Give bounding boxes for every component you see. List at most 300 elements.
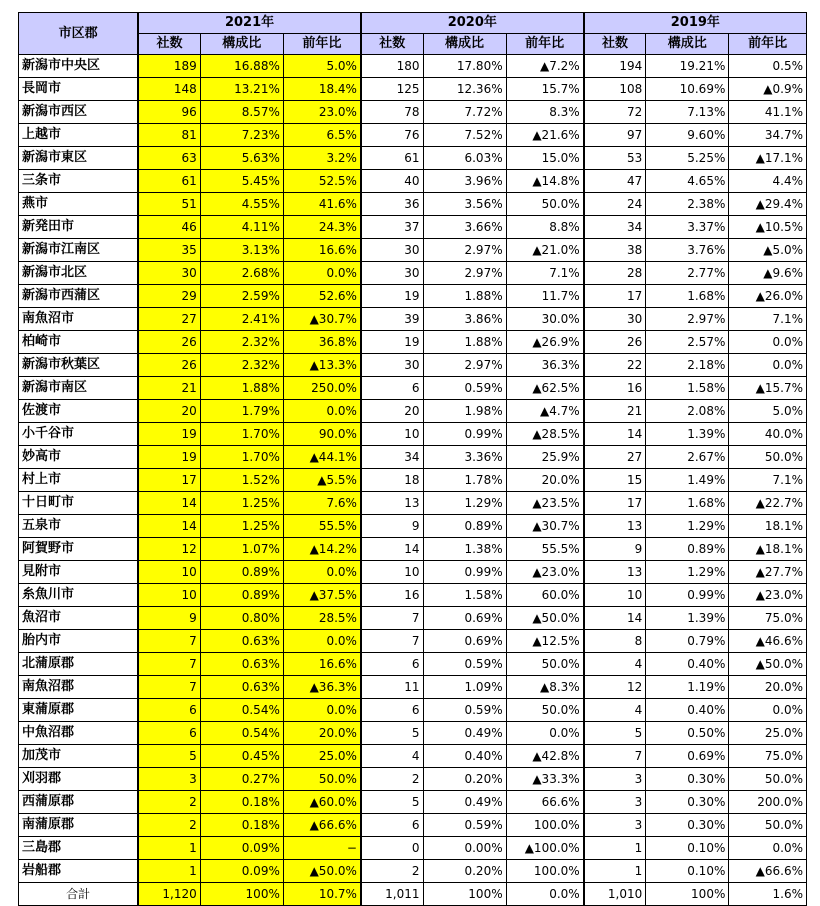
- yoy-2020-cell: ▲42.8%: [506, 745, 584, 768]
- table-row: [19, 147, 807, 170]
- count-2019-cell: 8: [584, 630, 646, 653]
- yoy-2019-cell: ▲5.0%: [729, 239, 807, 262]
- yoy-2020-cell: ▲7.2%: [506, 55, 584, 78]
- yoy-2020-cell: 20.0%: [506, 469, 584, 492]
- yoy-header: 前年比: [283, 34, 361, 55]
- count-2019-cell: 1: [584, 860, 646, 883]
- share-2021-cell: 1.25%: [200, 492, 283, 515]
- yoy-2020-cell: 66.6%: [506, 791, 584, 814]
- yoy-2020-cell: 50.0%: [506, 699, 584, 722]
- yoy-2019-cell: ▲23.0%: [729, 584, 807, 607]
- yoy-2019-cell: ▲66.6%: [729, 860, 807, 883]
- share-header: 構成比: [423, 34, 506, 55]
- yoy-2021-cell: 52.6%: [283, 285, 361, 308]
- yoy-2020-cell: 11.7%: [506, 285, 584, 308]
- table-body: [19, 55, 807, 906]
- share-2021-cell: 0.54%: [200, 722, 283, 745]
- yoy-2020-cell: ▲23.5%: [506, 492, 584, 515]
- share-2021-cell: 0.18%: [200, 791, 283, 814]
- share-2019-cell: 0.50%: [646, 722, 729, 745]
- share-2021-cell: 0.18%: [200, 814, 283, 837]
- count-2020-cell: 6: [361, 814, 423, 837]
- count-2021-cell: 27: [138, 308, 200, 331]
- region-name-cell: 妙高市: [19, 446, 139, 469]
- region-name-cell: 西蒲原郡: [19, 791, 139, 814]
- share-2020-cell: 0.89%: [423, 515, 506, 538]
- yoy-2021-cell: ▲14.2%: [283, 538, 361, 561]
- share-2019-cell: 0.89%: [646, 538, 729, 561]
- count-2021-cell: 26: [138, 331, 200, 354]
- table-row: [19, 469, 807, 492]
- yoy-2019-cell: 25.0%: [729, 722, 807, 745]
- region-name-cell: 燕市: [19, 193, 139, 216]
- yoy-2020-cell: ▲14.8%: [506, 170, 584, 193]
- table-row: [19, 814, 807, 837]
- share-2020-cell: 0.20%: [423, 860, 506, 883]
- yoy-2020-cell: ▲21.0%: [506, 239, 584, 262]
- yoy-2019-cell: ▲17.1%: [729, 147, 807, 170]
- region-name-cell: 刈羽郡: [19, 768, 139, 791]
- share-2019-cell: 10.69%: [646, 78, 729, 101]
- table-row: [19, 722, 807, 745]
- yoy-2020-cell: 8.3%: [506, 101, 584, 124]
- table-row: [19, 216, 807, 239]
- count-2019-cell: 21: [584, 400, 646, 423]
- yoy-2021-cell: −: [283, 837, 361, 860]
- yoy-2021-cell: ▲66.6%: [283, 814, 361, 837]
- share-2020-cell: 12.36%: [423, 78, 506, 101]
- yoy-2019-cell: 0.0%: [729, 331, 807, 354]
- count-2020-cell: 5: [361, 791, 423, 814]
- count-2021-cell: 10: [138, 561, 200, 584]
- yoy-2019-cell: ▲29.4%: [729, 193, 807, 216]
- share-2020-cell: 0.59%: [423, 699, 506, 722]
- yoy-2020-cell: 50.0%: [506, 653, 584, 676]
- table-row: [19, 607, 807, 630]
- yoy-2019-cell: 75.0%: [729, 607, 807, 630]
- count-2020-cell: 36: [361, 193, 423, 216]
- count-2019-cell: 3: [584, 768, 646, 791]
- share-2019-cell: 2.97%: [646, 308, 729, 331]
- share-2019-cell: 2.77%: [646, 262, 729, 285]
- share-2019-cell: 1.29%: [646, 515, 729, 538]
- count-2020-cell: 10: [361, 561, 423, 584]
- count-2021-cell: 2: [138, 791, 200, 814]
- count-2020-cell: 30: [361, 262, 423, 285]
- count-2020-cell: 7: [361, 630, 423, 653]
- count-2019-cell: 9: [584, 538, 646, 561]
- share-2019-cell: 0.10%: [646, 837, 729, 860]
- count-2020-cell: 61: [361, 147, 423, 170]
- count-2021-cell: 1,120: [138, 883, 200, 906]
- yoy-2020-cell: ▲26.9%: [506, 331, 584, 354]
- yoy-2019-cell: ▲50.0%: [729, 653, 807, 676]
- count-header: 社数: [584, 34, 646, 55]
- share-2021-cell: 2.32%: [200, 354, 283, 377]
- yoy-2021-cell: 24.3%: [283, 216, 361, 239]
- yoy-2020-cell: 55.5%: [506, 538, 584, 561]
- share-2019-cell: 2.18%: [646, 354, 729, 377]
- share-2021-cell: 1.88%: [200, 377, 283, 400]
- yoy-2020-cell: 60.0%: [506, 584, 584, 607]
- yoy-2021-cell: ▲36.3%: [283, 676, 361, 699]
- region-name-cell: 十日町市: [19, 492, 139, 515]
- share-2019-cell: 0.40%: [646, 699, 729, 722]
- count-2021-cell: 2: [138, 814, 200, 837]
- share-2019-cell: 0.69%: [646, 745, 729, 768]
- count-2020-cell: 19: [361, 331, 423, 354]
- yoy-2019-cell: ▲0.9%: [729, 78, 807, 101]
- yoy-2020-cell: ▲30.7%: [506, 515, 584, 538]
- share-2020-cell: 0.69%: [423, 630, 506, 653]
- table-row: [19, 377, 807, 400]
- count-2021-cell: 29: [138, 285, 200, 308]
- table-row: [19, 262, 807, 285]
- share-2020-cell: 0.99%: [423, 423, 506, 446]
- count-2021-cell: 19: [138, 446, 200, 469]
- yoy-2021-cell: 18.4%: [283, 78, 361, 101]
- share-2020-cell: 0.49%: [423, 791, 506, 814]
- year-header-2020: 2020年: [361, 13, 584, 34]
- count-header: 社数: [361, 34, 423, 55]
- share-2020-cell: 1.38%: [423, 538, 506, 561]
- share-2021-cell: 0.63%: [200, 676, 283, 699]
- company-count-table: [18, 12, 807, 906]
- count-2020-cell: 34: [361, 446, 423, 469]
- count-2020-cell: 18: [361, 469, 423, 492]
- table-row: [19, 285, 807, 308]
- count-2021-cell: 9: [138, 607, 200, 630]
- yoy-2021-cell: ▲13.3%: [283, 354, 361, 377]
- share-2020-cell: 3.96%: [423, 170, 506, 193]
- share-2020-cell: 3.36%: [423, 446, 506, 469]
- share-2020-cell: 6.03%: [423, 147, 506, 170]
- yoy-2021-cell: 6.5%: [283, 124, 361, 147]
- count-2021-cell: 189: [138, 55, 200, 78]
- count-2020-cell: 2: [361, 768, 423, 791]
- region-name-cell: 北蒲原郡: [19, 653, 139, 676]
- yoy-2019-cell: 4.4%: [729, 170, 807, 193]
- region-name-cell: 南魚沼郡: [19, 676, 139, 699]
- count-2020-cell: 30: [361, 239, 423, 262]
- yoy-2019-cell: 5.0%: [729, 400, 807, 423]
- region-name-cell: 上越市: [19, 124, 139, 147]
- table-row: [19, 768, 807, 791]
- region-name-cell: 見附市: [19, 561, 139, 584]
- region-name-cell: 新潟市秋葉区: [19, 354, 139, 377]
- table-row: [19, 55, 807, 78]
- share-2021-cell: 1.79%: [200, 400, 283, 423]
- region-name-cell: 三条市: [19, 170, 139, 193]
- region-name-cell: 東蒲原郡: [19, 699, 139, 722]
- count-2021-cell: 63: [138, 147, 200, 170]
- yoy-2021-cell: 250.0%: [283, 377, 361, 400]
- count-2020-cell: 125: [361, 78, 423, 101]
- share-2021-cell: 2.59%: [200, 285, 283, 308]
- yoy-2019-cell: 50.0%: [729, 768, 807, 791]
- count-2019-cell: 97: [584, 124, 646, 147]
- count-2020-cell: 11: [361, 676, 423, 699]
- yoy-header: 前年比: [506, 34, 584, 55]
- count-2021-cell: 14: [138, 492, 200, 515]
- yoy-2020-cell: 25.9%: [506, 446, 584, 469]
- count-2020-cell: 2: [361, 860, 423, 883]
- yoy-2021-cell: 55.5%: [283, 515, 361, 538]
- year-header-2019: 2019年: [584, 13, 807, 34]
- count-2019-cell: 13: [584, 561, 646, 584]
- count-2020-cell: 16: [361, 584, 423, 607]
- count-2019-cell: 5: [584, 722, 646, 745]
- share-2020-cell: 7.52%: [423, 124, 506, 147]
- region-header: 市区郡: [19, 13, 139, 55]
- yoy-2019-cell: 0.0%: [729, 354, 807, 377]
- share-2020-cell: 0.59%: [423, 653, 506, 676]
- yoy-2021-cell: 41.6%: [283, 193, 361, 216]
- year-header-2021: 2021年: [138, 13, 361, 34]
- share-2020-cell: 1.78%: [423, 469, 506, 492]
- count-2021-cell: 20: [138, 400, 200, 423]
- share-2019-cell: 1.29%: [646, 561, 729, 584]
- count-2020-cell: 78: [361, 101, 423, 124]
- count-2020-cell: 6: [361, 377, 423, 400]
- count-2021-cell: 35: [138, 239, 200, 262]
- count-2019-cell: 14: [584, 423, 646, 446]
- count-2019-cell: 72: [584, 101, 646, 124]
- region-name-cell: 岩船郡: [19, 860, 139, 883]
- region-name-cell: 中魚沼郡: [19, 722, 139, 745]
- count-2020-cell: 180: [361, 55, 423, 78]
- table-row: [19, 561, 807, 584]
- table-row: [19, 78, 807, 101]
- yoy-2020-cell: 100.0%: [506, 860, 584, 883]
- share-2020-cell: 1.88%: [423, 331, 506, 354]
- table-row: [19, 653, 807, 676]
- share-2021-cell: 5.45%: [200, 170, 283, 193]
- share-2020-cell: 0.99%: [423, 561, 506, 584]
- region-name-cell: 佐渡市: [19, 400, 139, 423]
- region-name-cell: 長岡市: [19, 78, 139, 101]
- count-2021-cell: 51: [138, 193, 200, 216]
- count-2021-cell: 6: [138, 722, 200, 745]
- yoy-2020-cell: ▲33.3%: [506, 768, 584, 791]
- table-row: [19, 331, 807, 354]
- region-name-cell: 胎内市: [19, 630, 139, 653]
- count-2019-cell: 15: [584, 469, 646, 492]
- count-2019-cell: 30: [584, 308, 646, 331]
- yoy-2019-cell: 34.7%: [729, 124, 807, 147]
- share-2019-cell: 7.13%: [646, 101, 729, 124]
- share-2020-cell: 100%: [423, 883, 506, 906]
- count-2019-cell: 34: [584, 216, 646, 239]
- share-2020-cell: 2.97%: [423, 239, 506, 262]
- yoy-2019-cell: 200.0%: [729, 791, 807, 814]
- yoy-2021-cell: ▲44.1%: [283, 446, 361, 469]
- share-2021-cell: 8.57%: [200, 101, 283, 124]
- share-2020-cell: 1.29%: [423, 492, 506, 515]
- count-2021-cell: 46: [138, 216, 200, 239]
- region-name-cell: 新発田市: [19, 216, 139, 239]
- yoy-2020-cell: 0.0%: [506, 722, 584, 745]
- share-2019-cell: 3.76%: [646, 239, 729, 262]
- count-2021-cell: 21: [138, 377, 200, 400]
- count-2021-cell: 6: [138, 699, 200, 722]
- count-2019-cell: 14: [584, 607, 646, 630]
- share-2021-cell: 1.25%: [200, 515, 283, 538]
- count-2019-cell: 1,010: [584, 883, 646, 906]
- yoy-2021-cell: 90.0%: [283, 423, 361, 446]
- count-2021-cell: 1: [138, 837, 200, 860]
- yoy-2020-cell: 100.0%: [506, 814, 584, 837]
- count-2021-cell: 96: [138, 101, 200, 124]
- yoy-2021-cell: ▲30.7%: [283, 308, 361, 331]
- share-2021-cell: 2.68%: [200, 262, 283, 285]
- yoy-2020-cell: ▲28.5%: [506, 423, 584, 446]
- share-2020-cell: 3.56%: [423, 193, 506, 216]
- table-row: [19, 538, 807, 561]
- share-2021-cell: 0.63%: [200, 653, 283, 676]
- count-2020-cell: 39: [361, 308, 423, 331]
- share-2021-cell: 5.63%: [200, 147, 283, 170]
- yoy-2019-cell: 7.1%: [729, 308, 807, 331]
- yoy-2020-cell: 36.3%: [506, 354, 584, 377]
- share-2020-cell: 0.20%: [423, 768, 506, 791]
- count-2019-cell: 3: [584, 791, 646, 814]
- count-2019-cell: 1: [584, 837, 646, 860]
- share-2021-cell: 13.21%: [200, 78, 283, 101]
- count-2019-cell: 4: [584, 699, 646, 722]
- yoy-2021-cell: ▲50.0%: [283, 860, 361, 883]
- count-2019-cell: 53: [584, 147, 646, 170]
- share-2019-cell: 1.49%: [646, 469, 729, 492]
- yoy-2020-cell: ▲23.0%: [506, 561, 584, 584]
- table-row: [19, 239, 807, 262]
- share-2020-cell: 0.59%: [423, 377, 506, 400]
- count-2021-cell: 7: [138, 653, 200, 676]
- yoy-2019-cell: 50.0%: [729, 814, 807, 837]
- yoy-2019-cell: 0.5%: [729, 55, 807, 78]
- yoy-2020-cell: ▲50.0%: [506, 607, 584, 630]
- share-2020-cell: 1.09%: [423, 676, 506, 699]
- count-2020-cell: 76: [361, 124, 423, 147]
- count-2019-cell: 7: [584, 745, 646, 768]
- yoy-2021-cell: 10.7%: [283, 883, 361, 906]
- share-2021-cell: 3.13%: [200, 239, 283, 262]
- count-2020-cell: 9: [361, 515, 423, 538]
- share-2019-cell: 4.65%: [646, 170, 729, 193]
- yoy-2020-cell: 15.0%: [506, 147, 584, 170]
- table-row: [19, 308, 807, 331]
- yoy-2020-cell: 15.7%: [506, 78, 584, 101]
- yoy-2019-cell: 0.0%: [729, 837, 807, 860]
- share-2020-cell: 0.49%: [423, 722, 506, 745]
- region-name-cell: 南魚沼市: [19, 308, 139, 331]
- share-2019-cell: 2.08%: [646, 400, 729, 423]
- count-2021-cell: 61: [138, 170, 200, 193]
- count-2020-cell: 4: [361, 745, 423, 768]
- share-2021-cell: 7.23%: [200, 124, 283, 147]
- table-row: [19, 354, 807, 377]
- share-2020-cell: 0.40%: [423, 745, 506, 768]
- total-label: 合計: [19, 883, 139, 906]
- table-row: [19, 492, 807, 515]
- yoy-2019-cell: 40.0%: [729, 423, 807, 446]
- share-2020-cell: 3.66%: [423, 216, 506, 239]
- share-2020-cell: 1.98%: [423, 400, 506, 423]
- yoy-2020-cell: ▲8.3%: [506, 676, 584, 699]
- count-2020-cell: 40: [361, 170, 423, 193]
- count-2020-cell: 0: [361, 837, 423, 860]
- yoy-2021-cell: 7.6%: [283, 492, 361, 515]
- yoy-2021-cell: 0.0%: [283, 262, 361, 285]
- count-2021-cell: 14: [138, 515, 200, 538]
- count-2021-cell: 26: [138, 354, 200, 377]
- count-2021-cell: 5: [138, 745, 200, 768]
- total-row: [19, 883, 807, 906]
- share-2019-cell: 0.99%: [646, 584, 729, 607]
- count-2020-cell: 5: [361, 722, 423, 745]
- yoy-2020-cell: ▲62.5%: [506, 377, 584, 400]
- yoy-2021-cell: ▲5.5%: [283, 469, 361, 492]
- share-2019-cell: 1.19%: [646, 676, 729, 699]
- yoy-2021-cell: 50.0%: [283, 768, 361, 791]
- count-2019-cell: 27: [584, 446, 646, 469]
- count-2019-cell: 17: [584, 492, 646, 515]
- share-2019-cell: 3.37%: [646, 216, 729, 239]
- count-2021-cell: 7: [138, 630, 200, 653]
- region-name-cell: 村上市: [19, 469, 139, 492]
- region-name-cell: 新潟市北区: [19, 262, 139, 285]
- yoy-2021-cell: 23.0%: [283, 101, 361, 124]
- share-2019-cell: 1.68%: [646, 285, 729, 308]
- yoy-2019-cell: ▲22.7%: [729, 492, 807, 515]
- share-2019-cell: 0.30%: [646, 768, 729, 791]
- share-2020-cell: 2.97%: [423, 262, 506, 285]
- table-row: [19, 400, 807, 423]
- count-2021-cell: 12: [138, 538, 200, 561]
- yoy-2021-cell: 52.5%: [283, 170, 361, 193]
- share-2021-cell: 0.89%: [200, 561, 283, 584]
- share-2021-cell: 1.70%: [200, 423, 283, 446]
- yoy-2021-cell: ▲60.0%: [283, 791, 361, 814]
- share-2019-cell: 19.21%: [646, 55, 729, 78]
- count-2020-cell: 6: [361, 653, 423, 676]
- table-row: [19, 446, 807, 469]
- yoy-2021-cell: 16.6%: [283, 239, 361, 262]
- yoy-2021-cell: 0.0%: [283, 630, 361, 653]
- count-2019-cell: 24: [584, 193, 646, 216]
- share-header: 構成比: [200, 34, 283, 55]
- share-2021-cell: 100%: [200, 883, 283, 906]
- yoy-2019-cell: 18.1%: [729, 515, 807, 538]
- yoy-2019-cell: 50.0%: [729, 446, 807, 469]
- share-2019-cell: 0.40%: [646, 653, 729, 676]
- yoy-2019-cell: ▲9.6%: [729, 262, 807, 285]
- count-2020-cell: 7: [361, 607, 423, 630]
- yoy-2021-cell: 5.0%: [283, 55, 361, 78]
- yoy-2019-cell: ▲18.1%: [729, 538, 807, 561]
- count-2021-cell: 1: [138, 860, 200, 883]
- share-2019-cell: 100%: [646, 883, 729, 906]
- share-2021-cell: 16.88%: [200, 55, 283, 78]
- table-row: [19, 423, 807, 446]
- count-2021-cell: 10: [138, 584, 200, 607]
- count-2019-cell: 194: [584, 55, 646, 78]
- share-2019-cell: 0.30%: [646, 814, 729, 837]
- region-name-cell: 新潟市江南区: [19, 239, 139, 262]
- region-name-cell: 新潟市中央区: [19, 55, 139, 78]
- table-row: [19, 699, 807, 722]
- share-header: 構成比: [646, 34, 729, 55]
